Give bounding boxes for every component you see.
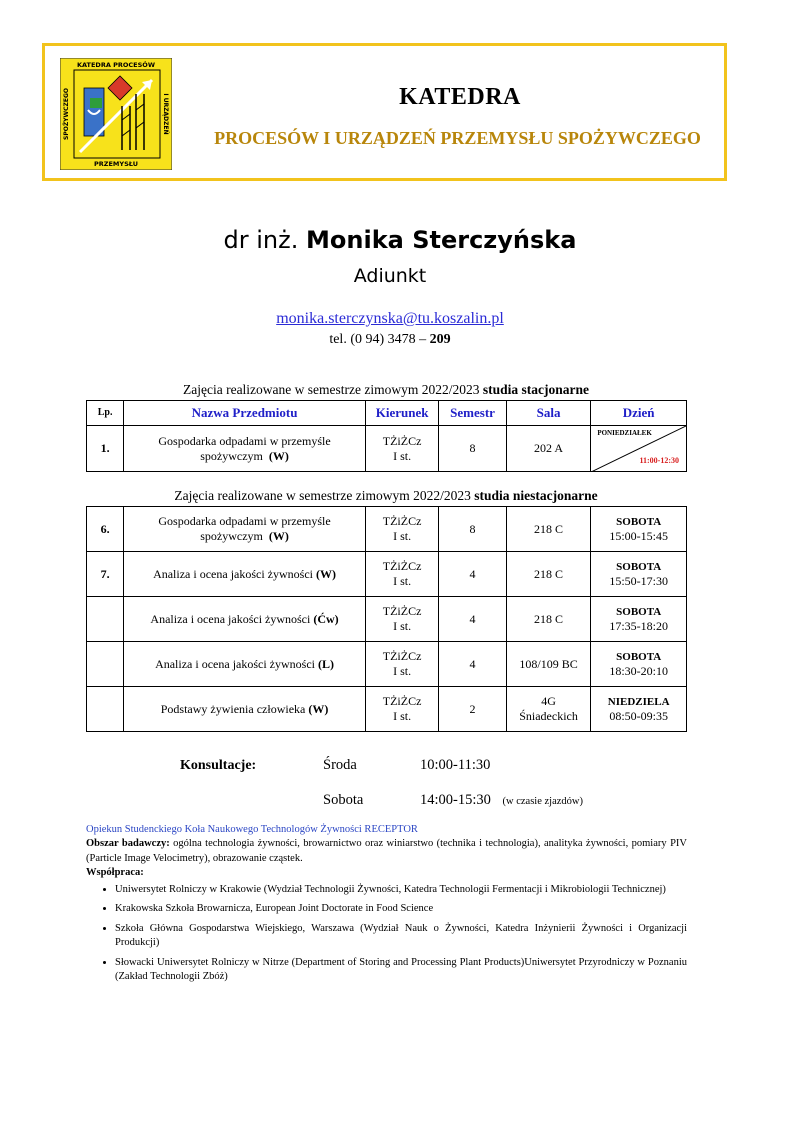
row-semestr: 4 xyxy=(439,597,506,642)
phone-row xyxy=(0,332,780,348)
subject-type: (W) xyxy=(308,701,329,716)
row-dzien xyxy=(591,687,687,732)
kierunek-line2: I st. xyxy=(393,709,412,723)
subject-type: (W) xyxy=(316,566,336,581)
table-header-row xyxy=(87,401,687,426)
sala-line1: 218 C xyxy=(534,611,564,626)
consultation-day: Sobota xyxy=(323,792,364,808)
consultation-time-value: 10:00-11:30 xyxy=(420,757,491,773)
email-row xyxy=(0,310,780,328)
subject-type: (W) xyxy=(268,448,289,463)
student-club-line: Opiekun Studenckiego Koła Naukowego Technologów Żywności RECEPTOR xyxy=(86,824,418,835)
consultation-note: (w czasie zjazdów) xyxy=(502,796,583,807)
list-item: • Słowacki Uniwersytet Rolniczy w Nitrze (Department of Storing and Processing Plant Products)Uniwersytet Przyrodniczy w Poznaniu (Zakład Technologii Zbóż) xyxy=(115,956,687,985)
row-sala: 202 A xyxy=(506,426,591,472)
time-label: 17:35-18:20 xyxy=(609,619,668,634)
row-subject xyxy=(124,687,366,732)
row-subject xyxy=(124,552,366,597)
sala-line2: Śniadeckich xyxy=(519,709,578,723)
kierunek-line2: I st. xyxy=(393,448,412,463)
sala-line1: 218 C xyxy=(534,566,564,581)
table-row xyxy=(87,642,687,687)
table-row xyxy=(87,597,687,642)
phone-number: tel. (0 94) 3478 – xyxy=(329,332,427,347)
header-lp: Lp. xyxy=(87,401,124,426)
person-name xyxy=(0,226,800,254)
row-kierunek xyxy=(365,687,438,732)
caption-bold: studia niestacjonarne xyxy=(474,488,598,503)
row-sala xyxy=(506,507,591,552)
day-label: SOBOTA xyxy=(616,605,662,618)
consultation-label: Konsultacje: xyxy=(180,758,257,773)
row-dzien xyxy=(591,642,687,687)
list-item: • Szkoła Główna Gospodarstwa Wiejskiego, Warszawa (Wydział Nauk o Żywności, Katedra Inżynierii Żywności i Organizacji Produkcji) xyxy=(115,922,687,951)
email-link[interactable]: monika.sterczynska@tu.koszalin.pl xyxy=(276,310,504,327)
row-dzien xyxy=(591,597,687,642)
table-row xyxy=(87,687,687,732)
kierunek-line2: I st. xyxy=(393,664,412,678)
time-label: 15:50-17:30 xyxy=(609,574,668,589)
subject-line2: spożywczym xyxy=(200,448,263,463)
subject-type: (Ćw) xyxy=(313,611,339,626)
svg-text:SPOŻYWCZEGO: SPOŻYWCZEGO xyxy=(63,87,70,141)
subject-line1: Analiza i ocena jakości żywności xyxy=(153,566,313,581)
caption-text: Zajęcia realizowane w semestrze zimowym 2022/2023 xyxy=(174,488,471,503)
kierunek-line1: TŻiŻCz xyxy=(382,649,422,663)
subject-line1: Gospodarka odpadami w przemyśle xyxy=(158,514,331,528)
day-label: SOBOTA xyxy=(616,650,662,663)
sala-line1: 108/109 BC xyxy=(519,656,578,671)
subject-line1: Gospodarka odpadami w przemyśle xyxy=(158,433,331,448)
row-lp xyxy=(87,642,124,687)
caption-text: Zajęcia realizowane w semestrze zimowym 2022/2023 xyxy=(182,382,480,397)
header-kierunek: Kierunek xyxy=(365,401,438,426)
kierunek-line1: TŻiŻCz xyxy=(382,694,422,708)
caption-stacjonarne xyxy=(86,382,686,398)
row-kierunek xyxy=(365,507,438,552)
consultation-time xyxy=(420,757,490,774)
header-title: KATEDRA xyxy=(399,84,521,110)
subject-type: (L) xyxy=(318,656,334,671)
kierunek-line1: TŻiŻCz xyxy=(382,559,422,573)
sala-line1: 4G xyxy=(541,694,556,708)
time-label: 18:30-20:10 xyxy=(609,664,668,679)
header-semestr: Semestr xyxy=(439,401,506,426)
kierunek-line2: I st. xyxy=(393,619,412,633)
row-lp: 1. xyxy=(87,426,124,472)
sala-line1: 218 C xyxy=(534,521,564,536)
list-item: • Krakowska Szkoła Browarnicza, European Joint Doctorate in Food Science xyxy=(115,902,687,916)
caption-bold: studia stacjonarne xyxy=(482,382,590,397)
cooperation-label xyxy=(86,866,687,880)
row-lp xyxy=(87,687,124,732)
caption-niestacjonarne xyxy=(86,488,686,504)
svg-text:I URZĄDZEŃ: I URZĄDZEŃ xyxy=(162,93,169,135)
kierunek-line1: TŻiŻCz xyxy=(382,433,422,448)
day-label: SOBOTA xyxy=(616,515,662,528)
department-header xyxy=(42,43,727,181)
header-dzien: Dzień xyxy=(591,401,687,426)
row-kierunek xyxy=(365,552,438,597)
row-lp xyxy=(87,597,124,642)
row-sala xyxy=(506,687,591,732)
row-kierunek xyxy=(365,597,438,642)
consultation-time-value: 14:00-15:30 xyxy=(420,792,491,808)
consultation-time xyxy=(420,792,583,809)
research-area xyxy=(86,837,687,866)
row-semestr: 2 xyxy=(439,687,506,732)
row-sala xyxy=(506,597,591,642)
header-name: Nazwa Przedmiotu xyxy=(124,401,366,426)
research-info xyxy=(86,823,687,990)
person-position: Adiunkt xyxy=(353,265,427,287)
research-area-label: Obszar badawczy: xyxy=(86,838,170,850)
kierunek-line1: TŻiŻCz xyxy=(382,604,422,618)
subject-line1: Analiza i ocena jakości żywności xyxy=(155,656,315,671)
row-dzien xyxy=(591,552,687,597)
subject-line2: spożywczym xyxy=(200,529,263,543)
kierunek-line2: I st. xyxy=(393,574,412,588)
schedule-table-stacjonarne xyxy=(86,400,687,472)
phone-extension: 209 xyxy=(429,332,451,347)
table-row xyxy=(87,507,687,552)
row-semestr: 4 xyxy=(439,642,506,687)
consultation-day: Środa xyxy=(323,757,357,773)
subject-line1: Podstawy żywienia człowieka xyxy=(160,701,306,716)
row-sala xyxy=(506,552,591,597)
department-logo xyxy=(60,58,172,170)
row-subject xyxy=(124,597,366,642)
row-dzien xyxy=(591,426,687,472)
row-lp: 6. xyxy=(87,507,124,552)
row-semestr: 8 xyxy=(439,507,506,552)
row-lp: 7. xyxy=(87,552,124,597)
time-label: 08:50-09:35 xyxy=(609,709,668,724)
row-subject xyxy=(124,642,366,687)
day-label: PONIEDZIAŁEK xyxy=(597,429,652,437)
kierunek-line2: I st. xyxy=(393,529,412,543)
row-kierunek xyxy=(365,642,438,687)
cooperation-list xyxy=(86,883,687,985)
day-label: NIEDZIELA xyxy=(607,695,670,708)
subject-line1: Analiza i ocena jakości żywności xyxy=(150,611,311,626)
time-label: 15:00-15:45 xyxy=(609,529,668,544)
day-label: SOBOTA xyxy=(616,560,662,573)
header-subtitle: PROCESÓW I URZĄDZEŃ PRZEMYSŁU SPOŻYWCZEGO xyxy=(214,128,701,148)
row-subject xyxy=(124,507,366,552)
academic-title: dr inż. xyxy=(223,226,299,254)
table-row xyxy=(87,552,687,597)
schedule-table-niestacjonarne xyxy=(86,506,687,732)
research-area-text: ogólna technologia żywności, browarnictwo oraz winiarstwo (technika i technologia), analityka żywności, pomiary PIV (Particle Image Velocimetry), obrazowanie cząstek. xyxy=(86,838,687,864)
row-sala xyxy=(506,642,591,687)
list-item: • Uniwersytet Rolniczy w Krakowie (Wydział Technologii Żywności, Katedra Technologii Fermentacji i Mikrobiologii Technicznej) xyxy=(115,883,687,897)
header-sala: Sala xyxy=(506,401,591,426)
row-subject xyxy=(124,426,366,472)
svg-text:KATEDRA PROCESÓW: KATEDRA PROCESÓW xyxy=(76,61,156,69)
subject-type: (W) xyxy=(268,529,289,543)
kierunek-line1: TŻiŻCz xyxy=(382,514,422,528)
row-kierunek xyxy=(365,426,438,472)
table-row xyxy=(87,426,687,472)
time-label: 11:00-12:30 xyxy=(639,456,679,465)
full-name: Monika Sterczyńska xyxy=(306,226,577,254)
row-semestr: 4 xyxy=(439,552,506,597)
cooperation-label-text: Współpraca: xyxy=(86,867,144,879)
row-semestr: 8 xyxy=(439,426,506,472)
row-dzien xyxy=(591,507,687,552)
svg-text:PRZEMYSŁU: PRZEMYSŁU xyxy=(94,160,138,168)
